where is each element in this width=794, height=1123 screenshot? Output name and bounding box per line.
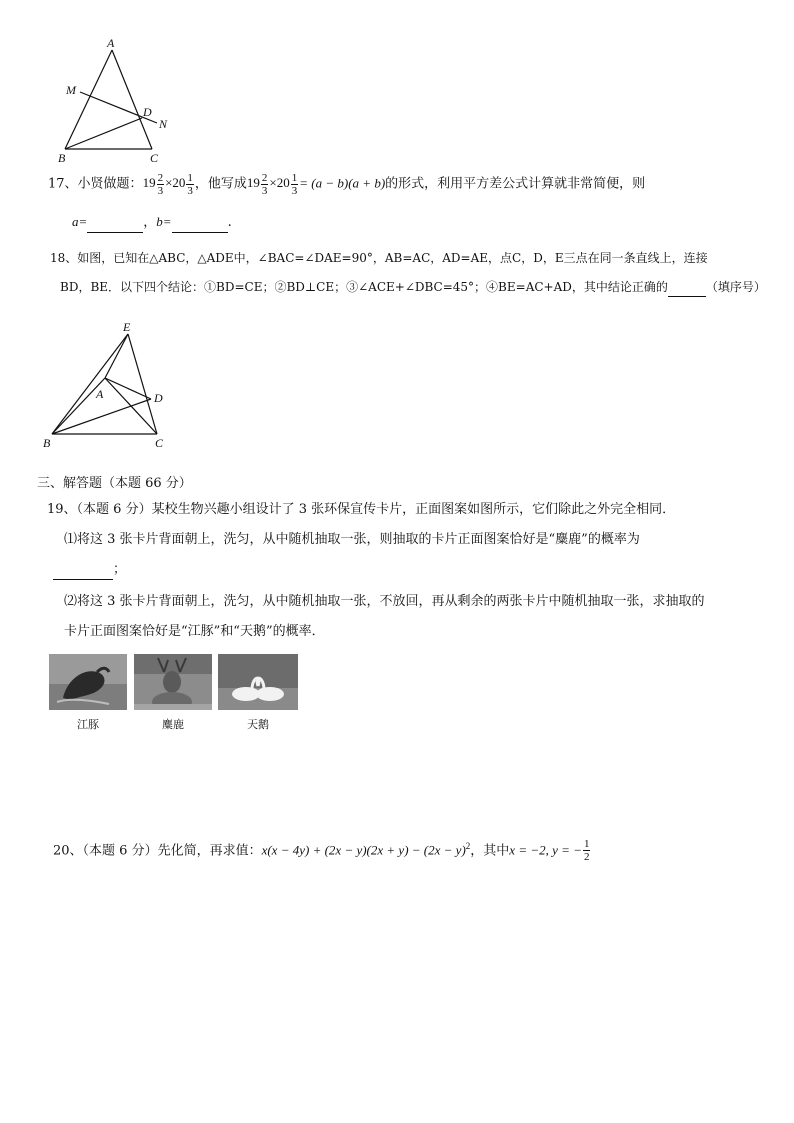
dolphin-card-image: [49, 654, 127, 710]
label-C: C: [155, 436, 164, 450]
deer-card-image: [134, 654, 212, 710]
question-text: ，他写成: [194, 176, 247, 192]
answer-blank-a[interactable]: [87, 218, 143, 233]
condition: x = −2, y = −: [509, 842, 582, 858]
section-heading: 三、解答题（本题 66 分）: [37, 476, 192, 491]
card-caption: 天鹅: [247, 718, 269, 731]
card-caption: 麋鹿: [162, 718, 184, 731]
question-17-line-1: [48, 172, 645, 197]
question-text: 的形式，利用平方差公式计算就非常简便，则: [385, 176, 646, 192]
label-C: C: [150, 151, 159, 165]
label-E: E: [123, 320, 131, 334]
question-19-part-1: ⑴将这 3 张卡片背面朝上，洗匀，从中随机抽取一张，则抽取的卡片正面图案恰好是“麋鹿”的概率为: [64, 532, 640, 547]
question-19-part-2-line-2: 卡片正面图案恰好是“江豚”和“天鹅”的概率．: [64, 624, 325, 639]
label-A: A: [107, 36, 115, 50]
question-17-line-2: a= ，b= .: [72, 212, 232, 233]
question-18-line-2: BD，BE．以下四个结论：①BD=CE；②BD⊥CE；③∠ACE+∠DBC=45°；④BE=AC+AD，其中结论正确的 （填序号）: [60, 277, 766, 297]
label-D: D: [143, 105, 152, 119]
formula: x(x − 4y) + (2x − y)(2x + y) − (2x − y): [261, 842, 466, 858]
question-19-part-1-answer: ；: [53, 560, 126, 580]
triangle-figure-2: [40, 318, 180, 450]
answer-blank-18[interactable]: [668, 282, 706, 297]
question-text: 20、（本题 6 分）先化简，再求值：: [53, 843, 262, 859]
answer-blank-b[interactable]: [172, 218, 228, 233]
question-19-part-2-line-1: ⑵将这 3 张卡片背面朝上，洗匀，从中随机抽取一张，不放回，再从剩余的两张卡片中随机抽取一张，求抽取的: [64, 594, 705, 609]
label-N: N: [159, 117, 168, 131]
mixed-number: 19 $\frac{2}{3}$ ×20 $\frac{1}{3}$: [246, 172, 298, 197]
formula: = (a − b)(a + b): [299, 175, 386, 191]
fraction: $\frac{1}{2}$: [583, 838, 590, 864]
question-number: 17、: [48, 176, 78, 192]
card-caption: 江豚: [77, 718, 99, 731]
triangle-figure-1: [55, 34, 185, 166]
dolphin-icon: [49, 654, 127, 710]
answer-blank-19-1[interactable]: [53, 565, 113, 580]
question-20: 20、（本题 6 分）先化简，再求值：$x(x - 4y) + (2x - y)(2x + y) - (2x - y)^2$，其中x = −2, y = − $\frac{1}{2}$: [53, 838, 590, 864]
label-D: D: [154, 391, 163, 405]
question-18-line-1: 18、如图，已知在△ABC，△ADE中，∠BAC=∠DAE=90°，AB=AC，AD=AE，点C，D，E三点在同一条直线上，连接: [50, 251, 708, 265]
a-label: a=: [72, 214, 88, 229]
question-text: 小贤做题：: [77, 176, 143, 192]
deer-icon: [134, 654, 212, 710]
label-B: B: [58, 151, 66, 165]
label-B: B: [43, 436, 51, 450]
b-label: b=: [156, 214, 172, 229]
swan-icon: [218, 654, 298, 710]
label-A: A: [96, 387, 104, 401]
exponent: 2: [465, 841, 471, 851]
label-M: M: [66, 83, 76, 97]
swan-card-image: [218, 654, 298, 710]
question-19-intro: 19、（本题 6 分）某校生物兴趣小组设计了 3 张环保宣传卡片，正面图案如图所示，它们除此之外完全相同．: [47, 502, 676, 517]
mixed-number: 19 $\frac{2}{3}$ ×20 $\frac{1}{3}$: [142, 172, 193, 197]
